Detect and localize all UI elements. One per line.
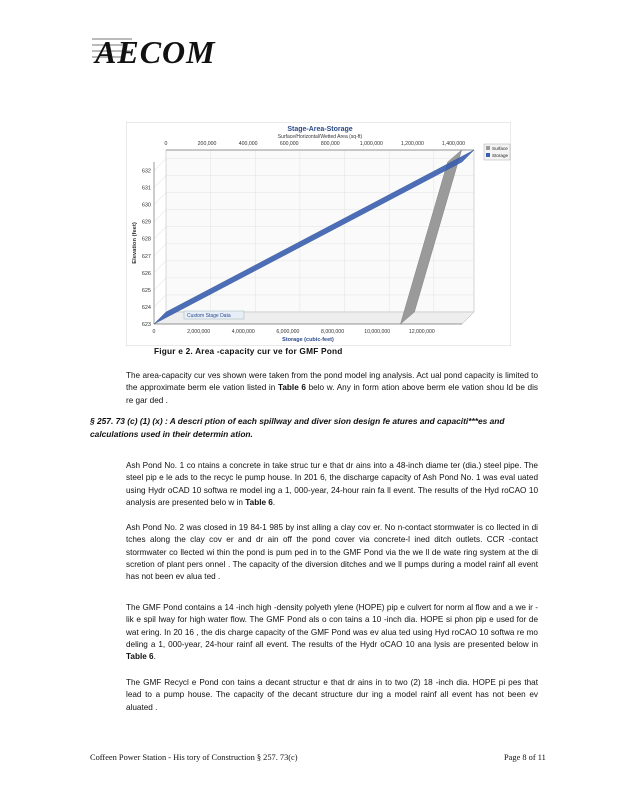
x-tick-label: 12,000,000 [408, 329, 435, 335]
top-axis-title: Surface/Horizontal/Wetted Area (sq-ft) [277, 134, 363, 140]
page-number: Page 8 of 11 [504, 753, 546, 762]
y-tick-label: 625 [141, 287, 151, 294]
legend-label: Surface [492, 146, 508, 151]
chart-title: Stage-Area-Storage [287, 126, 353, 133]
para4-text: The GMF Pond contains a 14 -inch high -density polyeth ylene (HOPE) pip e culvert for norm al flow and a we ir -lik e spil lway for high water flow. The GMF Pond als o con tains a 10 -inch dia. HOPE si phon pip e used for de wat ering. In 20 16 , the dis charge capacity of the GMF Pond was ev alua ted using Hyd roCAO 10 softwa re mo deling a 1, 000-year, 24-hour rainf all event. The results of the Hydr oCAO 10 ana lysis are presented below in [126, 603, 538, 649]
top-tick-label: 1,200,000 [400, 141, 424, 147]
top-tick-label: 800,000 [320, 141, 340, 147]
para4-text2: . [153, 652, 156, 662]
y-tick-label: 629 [141, 219, 151, 226]
para2-text: Ash Pond No. 1 co ntains a concrete in take struc tur e that dr ains into a 48-inch diame ter (dia.) steel pipe. The steel pip e le ads to the recyc le pump house. In 201 6, the discharge capacity of Ash Pond No. 1 was eval uated using Hydr oCAD 10 softwa re model ing a 1, 000-year, 24-hour rain fa ll event. The results of the Hyd roCAO 10 analysis are presented belo w in [126, 461, 538, 507]
table-6-reference: Table 6 [245, 497, 273, 507]
paragraph-ash-pond-2 [126, 522, 538, 583]
paragraph-area-capacity [126, 370, 538, 407]
paragraph-ash-pond-1 [126, 460, 538, 509]
figure-caption: Figur e 2. Area -capacity cur ve for GMF Pond [154, 346, 343, 356]
para2-text2: . [272, 497, 276, 507]
legend-swatch [486, 146, 490, 150]
table-6-reference: Table 6 [277, 383, 306, 393]
top-tick-label: 600,000 [279, 141, 299, 147]
para3-text: Ash Pond No. 2 was closed in 19 84-1 985 by inst alling a clay cov er. No n-contact stormwater is co llected in di tches along the clay cov er and dr ain off the pond cover via concrete-l ined ditch outlets. CCR -contact stormwater co llected wi thin the pond is pum ped in to the GMF Pond via the we ll de wate ring system at the di scretion of plant pers onnel . The capacity of the diversion ditches and we ll pumps during a model rainf all event has not been ev alua ted . [126, 523, 538, 582]
legend-label: Storage [492, 153, 509, 158]
para1-text2: belo w. Any in form ation above berm ele vation shou ld be dis re gar ded . [126, 383, 539, 405]
y-tick-label: 624 [141, 304, 151, 311]
y-tick-label: 628 [141, 236, 151, 243]
y-tick-label: 631 [141, 185, 151, 192]
paragraph-recycle-pond [126, 677, 538, 714]
y-axis-title: Elevation (feet) [132, 222, 138, 264]
section-heading: § 257. 73 (c) (1) (x) : A descri ption of each spillway and diver sion design fe atures and capaciti***es and calculations used in their determin ation. [90, 416, 505, 439]
x-axis-title: Storage (cubic-feet) [282, 337, 334, 343]
paragraph-gmf-pond [126, 602, 538, 663]
legend-swatch [486, 153, 490, 157]
x-tick-label: 6,000,000 [276, 329, 300, 335]
annotation-label: Custom Stage Data [187, 313, 231, 319]
top-tick-label: 400,000 [238, 141, 258, 147]
y-tick-label: 632 [141, 168, 151, 175]
top-tick-label: 1,400,000 [441, 141, 466, 147]
top-tick-label: 1,000,000 [359, 141, 383, 147]
y-tick-label: 623 [141, 322, 151, 328]
stage-area-storage-chart [126, 122, 511, 346]
top-tick-label: 0 [164, 141, 168, 147]
x-tick-label: 0 [152, 329, 156, 335]
x-tick-label: 10,000,000 [364, 329, 391, 335]
table-6-reference: Table 6 [126, 652, 154, 662]
x-tick-label: 4,000,000 [231, 329, 255, 335]
y-tick-label: 630 [141, 202, 151, 209]
logo-text: AECOM [95, 34, 216, 70]
x-tick-label: 8,000,000 [321, 329, 345, 335]
y-tick-label: 626 [141, 270, 151, 277]
top-tick-label: 200,000 [197, 141, 217, 147]
para1-text: The area-capacity cur ves shown were taken from the pond model ing analysis. Act ual pond capacity is limited to the approximate berm ele vation listed in [126, 371, 538, 393]
y-tick-label: 627 [141, 253, 151, 260]
x-tick-label: 2,000,000 [187, 329, 211, 335]
footer-title: Coffeen Power Station - His tory of Construction § 257. 73(c) [90, 753, 298, 762]
para5-text: The GMF Recycl e Pond con tains a decant structur e that dr ains in to two (2) 18 -inch dia. HOPE pi pes that lead to a pump house. The capacity of the decant structure dur ing a model rainf all event has not been ev aluated . [126, 678, 538, 712]
